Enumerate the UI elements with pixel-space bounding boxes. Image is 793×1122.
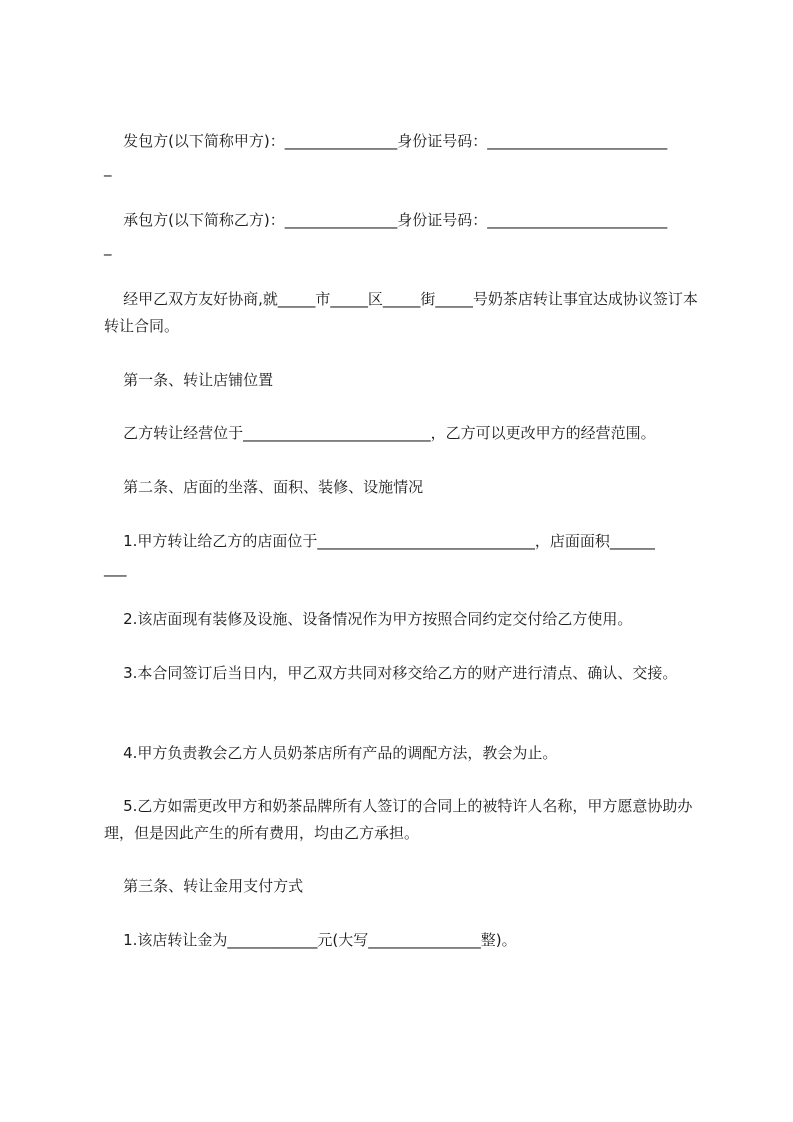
article-1-title: 第一条、转让店铺位置 (104, 371, 274, 389)
article-2-title: 第二条、店面的坐落、面积、装修、设施情况 (104, 478, 424, 496)
article-2-item-3: 3.本合同签订后当日内，甲乙双方共同对移交给乙方的财产进行清点、确认、交接。 (104, 664, 678, 682)
article-3-title: 第三条、转让金用支付方式 (104, 877, 304, 895)
article-2-item-4: 4.甲方负责教会乙方人员奶茶店所有产品的调配方法，教会为止。 (104, 744, 558, 762)
intro-paragraph: 经甲乙双方友好协商,就_____市_____区_____街_____号奶茶店转让事宜达成协议签订本转让合同。 (104, 290, 698, 335)
article-2-item-5: 5.乙方如需更改甲方和奶茶品牌所有人签订的合同上的被特许人名称，甲方愿意协助办理，但是因此产生的所有费用，均由乙方承担。 (104, 797, 693, 842)
article-1-body: 乙方转让经营位于_________________________，乙方可以更改甲方的经营范围。 (104, 424, 656, 442)
article-2-item-2: 2.该店面现有装修及设施、设备情况作为甲方按照合同约定交付给乙方使用。 (104, 610, 633, 628)
party-b-line: 承包方(以下简称乙方)：_______________身份证号码：________________________ _ (104, 211, 668, 256)
party-a-line: 发包方(以下简称甲方)：_______________身份证号码：________________________ _ (104, 132, 668, 177)
article-2-item-1: 1.甲方转让给乙方的店面位于_____________________________，店面面积______ ___ (104, 532, 655, 577)
article-3-item-1: 1.该店转让金为____________元(大写_______________整)。 (104, 931, 517, 949)
